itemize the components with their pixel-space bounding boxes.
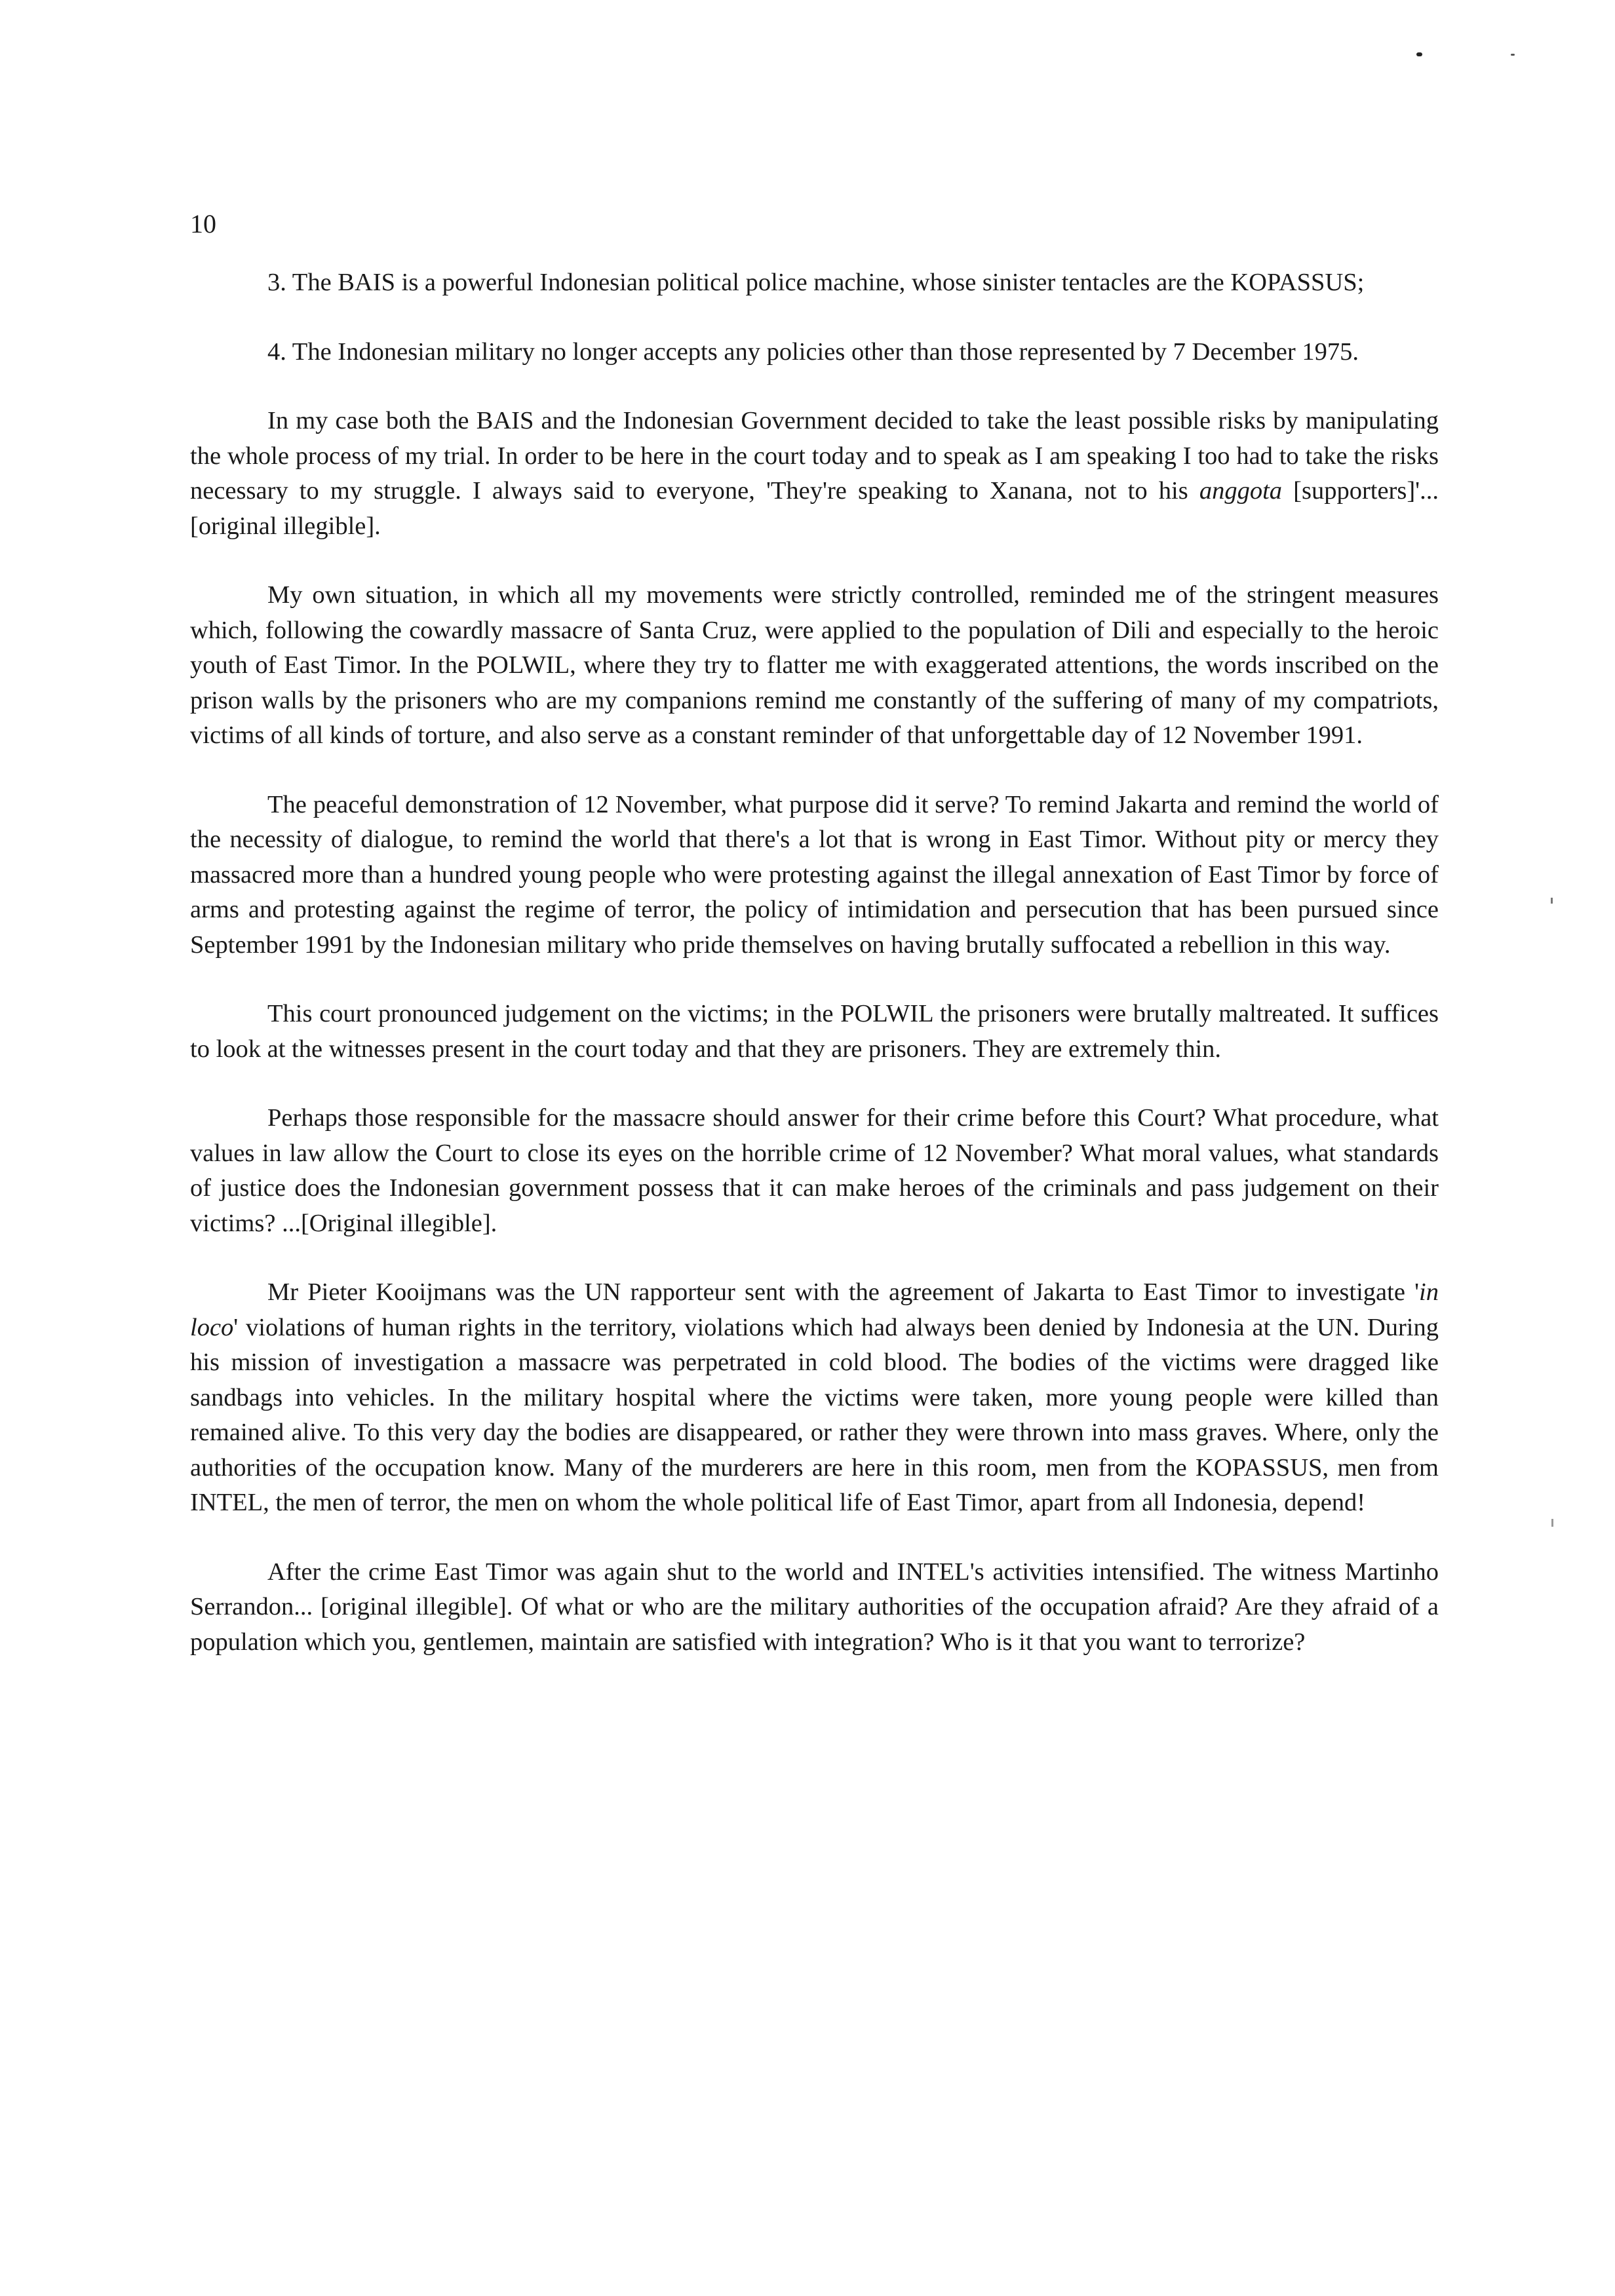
paragraph [190,335,1439,370]
paragraph [190,997,1439,1067]
scan-mark [1416,52,1422,56]
text-segment: Perhaps those responsible for the massacre should answer for their crime before this Court? What procedure, what values in law allow the Court to close its eyes on the horrible crime of 12 November? What moral values, what standards of justice does the Indonesian government possess that it can make heroes of the criminals and pass judgement on their victims? ...[Original illegible]. [190,1104,1439,1237]
paragraph [190,788,1439,963]
text-segment: [supporters]'...[original illegible]. [190,477,1439,540]
scan-mark [1551,1519,1553,1527]
text-segment: After the crime East Timor was again shut to the world and INTEL's activities intensified. The witness Martinho Serrandon... [original illegible]. Of what or who are the military authorities of the occupation afraid? Are they afraid of a population which you, gentlemen, maintain are satisfied with integration? Who is it that you want to terrorize? [190,1558,1439,1656]
text-segment: This court pronounced judgement on the victims; in the POLWIL the prisoners were brutally maltreated. It suffices to look at the witnesses present in the court today and that they are prisoners. They are extremely thin. [190,1000,1439,1063]
paragraph [190,1101,1439,1241]
page-number: 10 [190,209,216,239]
paragraph [190,404,1439,544]
paragraph [190,1275,1439,1521]
paragraph [190,578,1439,754]
text-segment: 4. The Indonesian military no longer accepts any policies other than those represented by 7 December 1975. [267,337,1359,366]
text-segment: In my case both the BAIS and the Indonesian Government decided to take the least possible risks by manipulating the whole process of my trial. In order to be here in the court today and to speak as I am speaking I too had to take the risks necessary to my struggle. I always said to everyone, 'They're speaking to Xanana, not to his [190,407,1439,505]
text-segment: Mr Pieter Kooijmans was the UN rapporteur sent with the agreement of Jakarta to East Timor to investigate ' [267,1278,1420,1306]
paragraph [190,265,1439,301]
scan-mark [1511,54,1515,56]
paragraph [190,1555,1439,1660]
italic-term: in loco [190,1278,1439,1341]
scan-mark [1551,898,1553,904]
text-segment: My own situation, in which all my movements were strictly controlled, reminded me of the stringent measures which, following the cowardly massacre of Santa Cruz, were applied to the population of Dili and especially to the heroic youth of East Timor. In the POLWIL, where they try to flatter me with exaggerated attentions, the words inscribed on the prison walls by the prisoners who are my companions remind me constantly of the suffering of many of my compatriots, victims of all kinds of torture, and also serve as a constant reminder of that unforgettable day of 12 November 1991. [190,581,1439,749]
italic-term: anggota [1199,477,1283,505]
text-segment: 3. The BAIS is a powerful Indonesian political police machine, whose sinister tentacles are the KOPASSUS; [267,269,1365,296]
text-segment: ' violations of human rights in the territory, violations which had always been denied by Indonesia at the UN. During his mission of investigation a massacre was perpetrated in cold blood. The bodies of the victims were dragged like sandbags into vehicles. In the military hospital where the victims were taken, more young people were killed than remained alive. To this very day the bodies are disappeared, or rather they were thrown into mass graves. Where, only the authorities of the occupation know. Many of the murderers are here in this room, men from the KOPASSUS, men from INTEL, the men of terror, the men on whom the whole political life of East Timor, apart from all Indonesia, depend! [190,1313,1439,1516]
document-body [190,265,1439,1694]
text-segment: The peaceful demonstration of 12 November, what purpose did it serve? To remind Jakarta and remind the world of the necessity of dialogue, to remind the world that there's a lot that is wrong in East Timor. Without pity or mercy they massacred more than a hundred young people who were protesting against the illegal annexation of East Timor by force of arms and protesting against the regime of terror, the policy of intimidation and persecution that has been pursued since September 1991 by the Indonesian military who pride themselves on having brutally suffocated a rebellion in this way. [190,790,1439,959]
